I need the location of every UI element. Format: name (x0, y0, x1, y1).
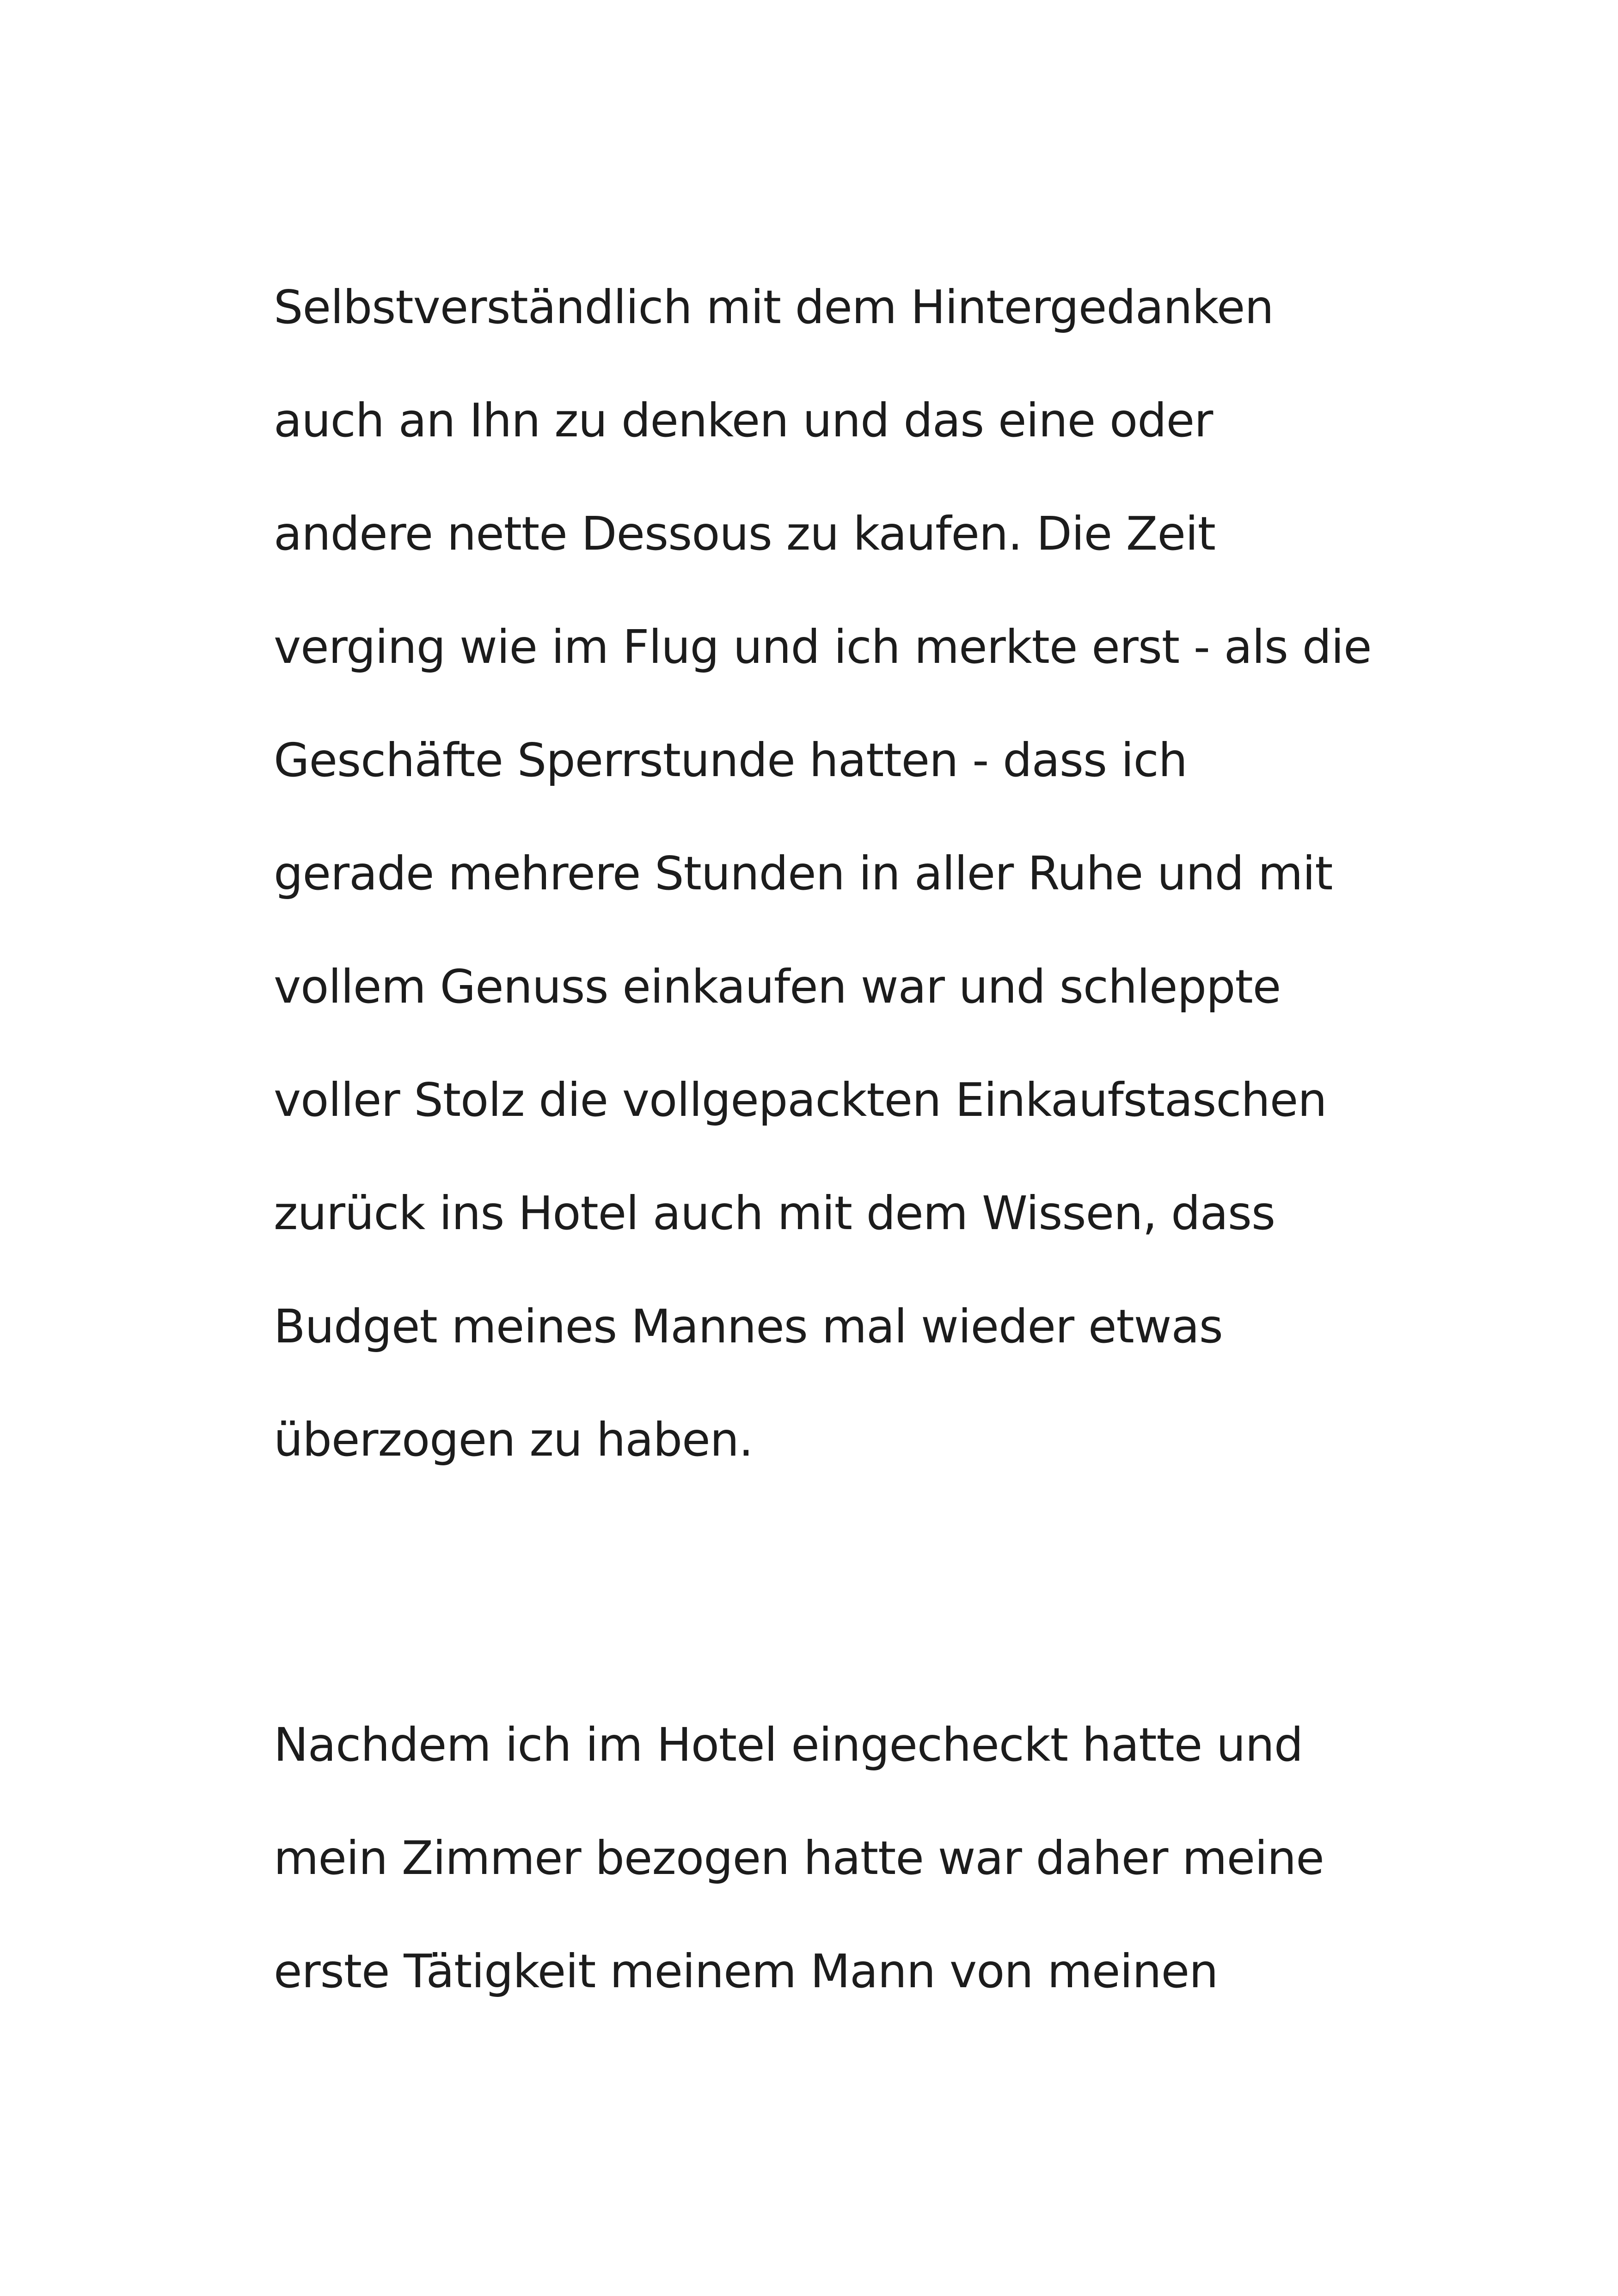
text-line: zurück ins Hotel auch mit dem Wissen, dass (274, 1186, 1275, 1240)
text-line: gerade mehrere Stunden in aller Ruhe und mit (274, 846, 1333, 900)
text-line: mein Zimmer bezogen hatte war daher meine (274, 1831, 1324, 1885)
text-line: vollem Genuss einkaufen war und schleppte (274, 960, 1281, 1014)
text-line: andere nette Dessous zu kaufen. Die Zeit (274, 507, 1215, 561)
text-line: Selbstverständlich mit dem Hintergedanken (274, 280, 1274, 334)
text-line: überzogen zu haben. (274, 1413, 753, 1467)
text-line: Geschäfte Sperrstunde hatten - dass ich (274, 733, 1188, 787)
text-line: auch an Ihn zu denken und das eine oder (274, 393, 1213, 447)
text-line: voller Stolz die vollgepackten Einkaufstaschen (274, 1073, 1327, 1127)
text-line: Budget meines Mannes mal wieder etwas (274, 1299, 1223, 1353)
text-line: verging wie im Flug und ich merkte erst - als die (274, 620, 1372, 674)
text-line: erste Tätigkeit meinem Mann von meinen (274, 1944, 1218, 1998)
text-line: Nachdem ich im Hotel eingecheckt hatte und (274, 1718, 1303, 1772)
